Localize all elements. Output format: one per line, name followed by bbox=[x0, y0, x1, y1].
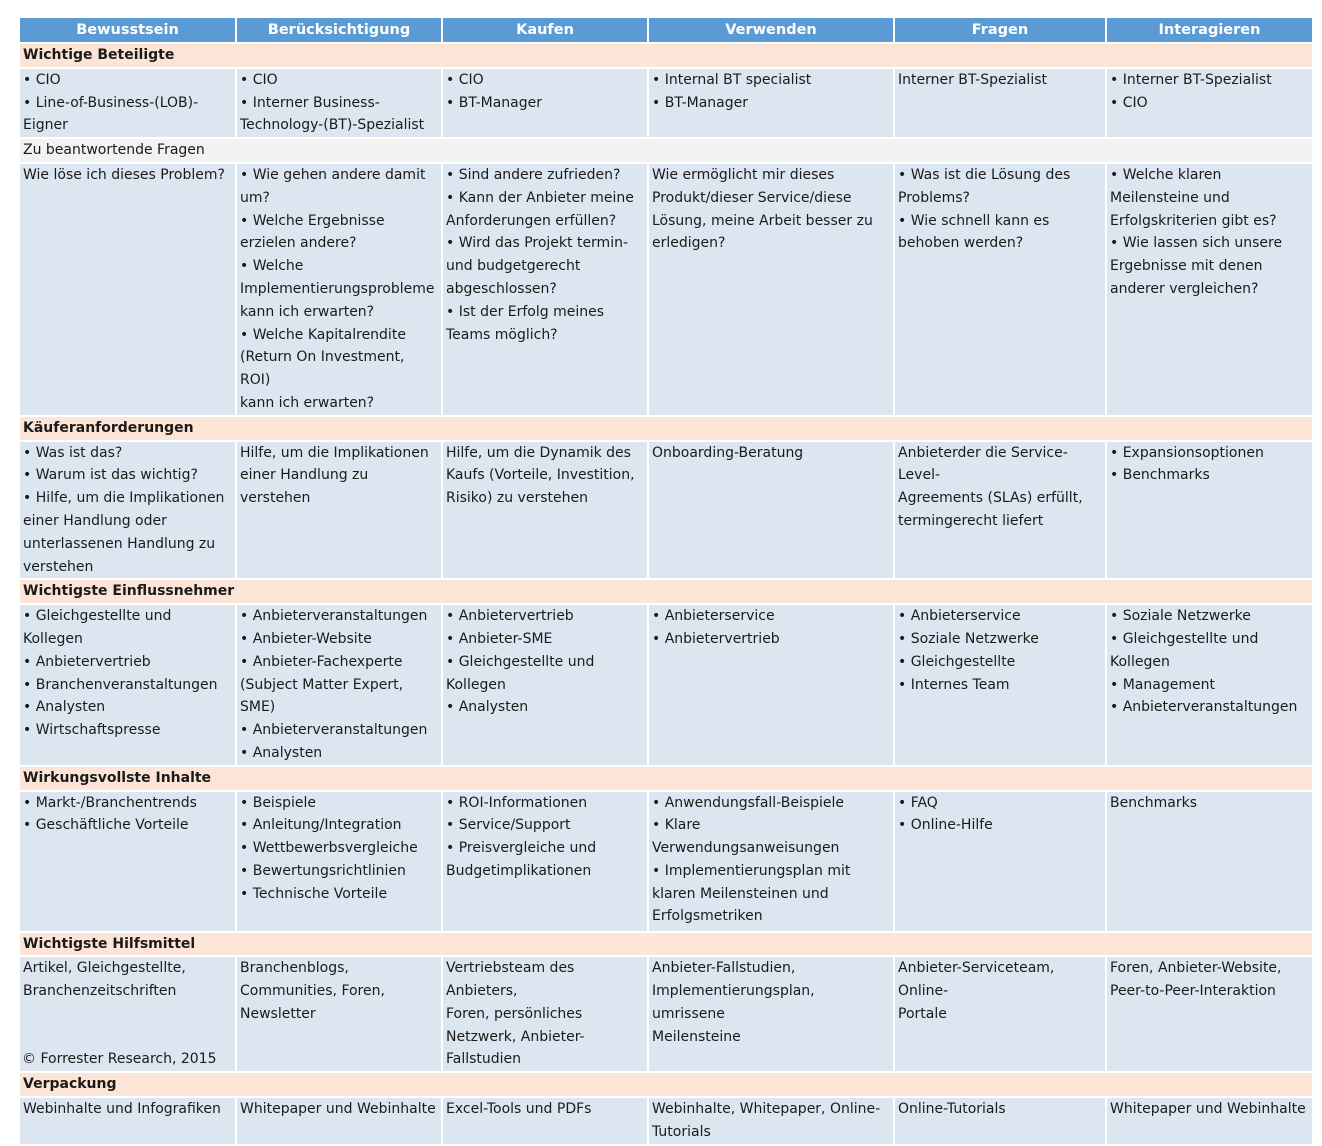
cell-text-line: Foren, Anbieter-Website, bbox=[1110, 960, 1282, 977]
table-cell bbox=[20, 442, 235, 579]
cell-text-line: • Benchmarks bbox=[1110, 467, 1210, 484]
table-cell bbox=[649, 69, 893, 137]
table-cell bbox=[237, 69, 441, 137]
cell-text-line: • BT-Manager bbox=[652, 94, 748, 111]
table-cell bbox=[237, 792, 441, 931]
cell-text-line: • Internes Team bbox=[898, 676, 1010, 693]
cell-text-line: • Implementierungsplan mit bbox=[652, 862, 851, 879]
section-header-row bbox=[20, 139, 1312, 162]
table-cell bbox=[649, 957, 893, 1071]
cell-text-line: • Markt-/Branchentrends bbox=[23, 794, 197, 811]
cell-text-line: Hilfe, um die Dynamik des bbox=[446, 444, 631, 461]
cell-text-line: • Analysten bbox=[446, 699, 529, 716]
table-cell bbox=[1107, 605, 1312, 765]
cell-text-line: Communities, Foren, bbox=[240, 983, 385, 1000]
cell-text-line: Wie löse ich dieses Problem? bbox=[23, 166, 225, 183]
table-cell bbox=[895, 957, 1105, 1071]
cell-text-line: abgeschlossen? bbox=[446, 280, 557, 297]
cell-text-line: • Wettbewerbsvergleiche bbox=[240, 840, 418, 857]
section-header-row bbox=[20, 933, 1312, 956]
cell-text-line: Eigner bbox=[23, 117, 68, 134]
cell-text-line: • Was ist das? bbox=[23, 444, 123, 461]
cell-text-line: • Wie gehen andere damit bbox=[240, 166, 426, 183]
cell-text-line: Teams möglich? bbox=[446, 326, 558, 343]
cell-text-line: • CIO bbox=[23, 71, 61, 88]
section-title: Wichtigste Einflussnehmer bbox=[20, 580, 1312, 603]
cell-text-line: Webinhalte, Whitepaper, Online- bbox=[652, 1101, 881, 1118]
cell-text-line: • Gleichgestellte und Kollegen bbox=[23, 608, 172, 647]
table-cell bbox=[1107, 442, 1312, 579]
cell-text-line: Newsletter bbox=[240, 1005, 316, 1022]
cell-text-line: verstehen bbox=[23, 558, 94, 575]
cell-text-line: • Ist der Erfolg meines bbox=[446, 303, 605, 320]
cell-text-line: Meilensteine bbox=[652, 1028, 741, 1045]
table-row bbox=[20, 1098, 1312, 1144]
table-cell bbox=[1107, 69, 1312, 137]
cell-text-line: Whitepaper und Webinhalte bbox=[240, 1101, 436, 1118]
section-header-row bbox=[20, 417, 1312, 440]
column-header-beruecksichtigung: Berücksichtigung bbox=[237, 18, 441, 42]
cell-text-line: termingerecht liefert bbox=[898, 512, 1044, 529]
section-header-row bbox=[20, 580, 1312, 603]
cell-text-line: einer Handlung zu verstehen bbox=[240, 467, 369, 507]
cell-text-line: • Anbieter-SME bbox=[446, 630, 553, 647]
cell-text-line: • Anbietervertrieb bbox=[446, 608, 574, 625]
cell-text-line: • Interner BT-Spezialist bbox=[1110, 71, 1272, 88]
cell-text-line: • Bewertungsrichtlinien bbox=[240, 862, 406, 879]
cell-text-line: Hilfe, um die Implikationen bbox=[240, 444, 429, 461]
table-cell bbox=[20, 164, 235, 415]
cell-text-line: • Soziale Netzwerke bbox=[898, 630, 1039, 647]
cell-text-line: Risiko) zu verstehen bbox=[446, 490, 588, 507]
table-cell bbox=[237, 605, 441, 765]
cell-text-line: • CIO bbox=[446, 71, 484, 88]
table-cell bbox=[443, 957, 647, 1071]
table-cell bbox=[1107, 164, 1312, 415]
table-cell bbox=[895, 442, 1105, 579]
subsection-title: Zu beantwortende Fragen bbox=[20, 139, 1312, 162]
table-cell bbox=[649, 605, 893, 765]
table-row bbox=[20, 605, 1312, 765]
cell-text-line: einer Handlung oder bbox=[23, 512, 167, 529]
table-cell bbox=[443, 1098, 647, 1144]
table-cell bbox=[649, 792, 893, 931]
cell-text-line: • Welche bbox=[240, 258, 304, 275]
cell-text-line: • Analysten bbox=[23, 699, 106, 716]
cell-text-line: Benchmarks bbox=[1110, 794, 1198, 811]
cell-text-line: erzielen andere? bbox=[240, 235, 357, 252]
table-cell bbox=[237, 957, 441, 1071]
cell-text-line: • Anbieterveranstaltungen bbox=[240, 722, 428, 739]
cell-text-line: • Klare Verwendungsanweisungen bbox=[652, 817, 840, 857]
section-title: Käuferanforderungen bbox=[20, 417, 1312, 440]
cell-text-line: • Gleichgestellte bbox=[898, 653, 1016, 670]
cell-text-line: Artikel, Gleichgestellte, bbox=[23, 960, 186, 977]
cell-text-line: und budgetgerecht bbox=[446, 258, 581, 275]
table-cell bbox=[20, 605, 235, 765]
cell-text-line: • Wirtschaftspresse bbox=[23, 722, 161, 739]
section-title: Wichtige Beteiligte bbox=[20, 44, 1312, 67]
cell-text-line: (Return On Investment, ROI) bbox=[240, 349, 405, 389]
cell-text-line: • Branchenveranstaltungen bbox=[23, 676, 218, 693]
cell-text-line: • FAQ bbox=[898, 794, 938, 811]
cell-text-line: • Sind andere zufrieden? bbox=[446, 166, 621, 183]
copyright-credit: © Forrester Research, 2015 bbox=[22, 1051, 217, 1067]
table-cell bbox=[443, 164, 647, 415]
table-cell bbox=[443, 69, 647, 137]
cell-text-line: • Anbieter-Website bbox=[240, 630, 372, 647]
cell-text-line: • Gleichgestellte und bbox=[446, 653, 595, 670]
cell-text-line: • Welche klaren bbox=[1110, 166, 1222, 183]
cell-text-line: kann ich erwarten? bbox=[240, 394, 375, 411]
cell-text-line: klaren Meilensteinen und bbox=[652, 885, 829, 902]
cell-text-line: Portale bbox=[898, 1005, 947, 1022]
table-cell bbox=[20, 1098, 235, 1144]
cell-text-line: Kollegen bbox=[446, 676, 506, 693]
cell-text-line: • BT-Manager bbox=[446, 94, 542, 111]
cell-text-line: • Hilfe, um die Implikationen bbox=[23, 490, 225, 507]
cell-text-line: Technology-(BT)-Spezialist bbox=[240, 117, 425, 134]
cell-text-line: Anbieter-Fallstudien, bbox=[652, 960, 796, 977]
customer-journey-table bbox=[18, 16, 1314, 1146]
cell-text-line: • Anbieterservice bbox=[652, 608, 775, 625]
cell-text-line: Anbieter-Serviceteam, Online- bbox=[898, 960, 1055, 1000]
cell-text-line: • Interner Business- bbox=[240, 94, 380, 111]
cell-text-line: • Analysten bbox=[240, 744, 323, 761]
cell-text-line: • Wird das Projekt termin- bbox=[446, 235, 629, 252]
cell-text-line: Peer-to-Peer-Interaktion bbox=[1110, 983, 1276, 1000]
cell-text-line: Erfolgsmetriken bbox=[652, 908, 763, 925]
table-body bbox=[20, 44, 1312, 1144]
cell-text-line: • Anwendungsfall-Beispiele bbox=[652, 794, 845, 811]
column-header-bewusstsein: Bewusstsein bbox=[20, 18, 235, 42]
cell-text-line: Anbieterder die Service-Level- bbox=[898, 444, 1068, 484]
section-header-row bbox=[20, 44, 1312, 67]
cell-text-line: unterlassenen Handlung zu bbox=[23, 535, 216, 552]
table-cell bbox=[895, 605, 1105, 765]
cell-text-line: • Technische Vorteile bbox=[240, 885, 388, 902]
cell-text-line: Onboarding-Beratung bbox=[652, 444, 804, 461]
cell-text-line: Branchenzeitschriften bbox=[23, 983, 177, 1000]
table-cell bbox=[649, 1098, 893, 1144]
cell-text-line: • Kann der Anbieter meine bbox=[446, 189, 634, 206]
cell-text-line: Tutorials bbox=[652, 1123, 711, 1140]
table-row bbox=[20, 442, 1312, 579]
cell-text-line: • Anbieterveranstaltungen bbox=[1110, 699, 1298, 716]
cell-text-line: Branchenblogs, bbox=[240, 960, 349, 977]
section-header-row bbox=[20, 1073, 1312, 1096]
cell-text-line: • Anbieterservice bbox=[898, 608, 1021, 625]
cell-text-line: • Was ist die Lösung des bbox=[898, 166, 1071, 183]
cell-text-line: • Welche Ergebnisse bbox=[240, 212, 385, 229]
cell-text-line: Produkt/dieser Service/diese bbox=[652, 189, 852, 206]
cell-text-line: Agreements (SLAs) erfüllt, bbox=[898, 490, 1083, 507]
table-cell bbox=[895, 792, 1105, 931]
table-cell bbox=[895, 1098, 1105, 1144]
section-header-row bbox=[20, 767, 1312, 790]
cell-text-line: • Beispiele bbox=[240, 794, 317, 811]
table-cell bbox=[237, 164, 441, 415]
cell-text-line: Excel-Tools und PDFs bbox=[446, 1101, 592, 1118]
cell-text-line: kann ich erwarten? bbox=[240, 303, 375, 320]
cell-text-line: Webinhalte und Infografiken bbox=[23, 1101, 221, 1118]
cell-text-line: Interner BT-Spezialist bbox=[898, 71, 1047, 88]
cell-text-line: • Wie lassen sich unsere bbox=[1110, 235, 1283, 252]
column-header-interagieren: Interagieren bbox=[1107, 18, 1312, 42]
cell-text-line: • Anbieterveranstaltungen bbox=[240, 608, 428, 625]
header-row bbox=[20, 18, 1312, 42]
cell-text-line: Ergebnisse mit denen bbox=[1110, 258, 1263, 275]
cell-text-line: • Warum ist das wichtig? bbox=[23, 467, 198, 484]
cell-text-line: Kollegen bbox=[1110, 653, 1170, 670]
section-title: Wirkungsvollste Inhalte bbox=[20, 767, 1312, 790]
cell-text-line: • Anbietervertrieb bbox=[652, 630, 780, 647]
cell-text-line: • Internal BT specialist bbox=[652, 71, 812, 88]
cell-text-line: Wie ermöglicht mir dieses bbox=[652, 166, 835, 183]
table-cell bbox=[895, 69, 1105, 137]
cell-text-line: Vertriebsteam des Anbieters, bbox=[446, 960, 575, 1000]
cell-text-line: Meilensteine und bbox=[1110, 189, 1230, 206]
column-header-verwenden: Verwenden bbox=[649, 18, 893, 42]
cell-text-line: • CIO bbox=[240, 71, 278, 88]
table-row bbox=[20, 792, 1312, 931]
cell-text-line: Online-Tutorials bbox=[898, 1101, 1006, 1118]
cell-text-line: • Preisvergleiche und bbox=[446, 840, 597, 857]
column-header-fragen: Fragen bbox=[895, 18, 1105, 42]
cell-text-line: • Online-Hilfe bbox=[898, 817, 993, 834]
cell-text-line: Anforderungen erfüllen? bbox=[446, 212, 617, 229]
cell-text-line: Erfolgskriterien gibt es? bbox=[1110, 212, 1277, 229]
table-cell bbox=[237, 442, 441, 579]
table-cell bbox=[443, 605, 647, 765]
cell-text-line: anderer vergleichen? bbox=[1110, 280, 1259, 297]
section-title: Wichtigste Hilfsmittel bbox=[20, 933, 1312, 956]
cell-text-line: Whitepaper und Webinhalte bbox=[1110, 1101, 1306, 1118]
table-cell bbox=[20, 69, 235, 137]
table-cell bbox=[1107, 1098, 1312, 1144]
column-header-kaufen: Kaufen bbox=[443, 18, 647, 42]
cell-text-line: • Anleitung/Integration bbox=[240, 817, 402, 834]
cell-text-line: Fallstudien bbox=[446, 1051, 522, 1068]
table-cell bbox=[443, 792, 647, 931]
table-cell bbox=[1107, 792, 1312, 931]
table-cell bbox=[237, 1098, 441, 1144]
cell-text-line: Budgetimplikationen bbox=[446, 862, 592, 879]
cell-text-line: Lösung, meine Arbeit besser zu bbox=[652, 212, 873, 229]
cell-text-line: (Subject Matter Expert, SME) bbox=[240, 676, 404, 716]
cell-text-line: • Expansionsoptionen bbox=[1110, 444, 1264, 461]
table-row bbox=[20, 69, 1312, 137]
table-cell bbox=[1107, 957, 1312, 1071]
cell-text-line: • Gleichgestellte und bbox=[1110, 630, 1259, 647]
cell-text-line: Foren, persönliches bbox=[446, 1005, 583, 1022]
cell-text-line: Problems? bbox=[898, 189, 970, 206]
table-cell bbox=[649, 164, 893, 415]
cell-text-line: Implementierungsprobleme bbox=[240, 280, 435, 297]
cell-text-line: Netzwerk, Anbieter- bbox=[446, 1028, 585, 1045]
cell-text-line: • Wie schnell kann es bbox=[898, 212, 1050, 229]
cell-text-line: • Soziale Netzwerke bbox=[1110, 608, 1251, 625]
table-cell bbox=[443, 442, 647, 579]
cell-text-line: Kaufs (Vorteile, Investition, bbox=[446, 467, 635, 484]
table-cell bbox=[895, 164, 1105, 415]
cell-text-line: • CIO bbox=[1110, 94, 1148, 111]
cell-text-line: • Management bbox=[1110, 676, 1215, 693]
section-title: Verpackung bbox=[20, 1073, 1312, 1096]
cell-text-line: • Anbieter-Fachexperte bbox=[240, 653, 403, 670]
cell-text-line: Implementierungsplan, umrissene bbox=[652, 983, 815, 1022]
cell-text-line: • Line-of-Business-(LOB)- bbox=[23, 94, 199, 111]
cell-text-line: erledigen? bbox=[652, 235, 726, 252]
cell-text-line: um? bbox=[240, 189, 270, 206]
table-cell bbox=[20, 792, 235, 931]
cell-text-line: • Anbietervertrieb bbox=[23, 653, 151, 670]
cell-text-line: • ROI-Informationen bbox=[446, 794, 588, 811]
cell-text-line: • Service/Support bbox=[446, 817, 571, 834]
table-cell bbox=[649, 442, 893, 579]
cell-text-line: • Welche Kapitalrendite bbox=[240, 326, 406, 343]
table-row bbox=[20, 164, 1312, 415]
cell-text-line: behoben werden? bbox=[898, 235, 1024, 252]
cell-text-line: • Geschäftliche Vorteile bbox=[23, 817, 189, 834]
